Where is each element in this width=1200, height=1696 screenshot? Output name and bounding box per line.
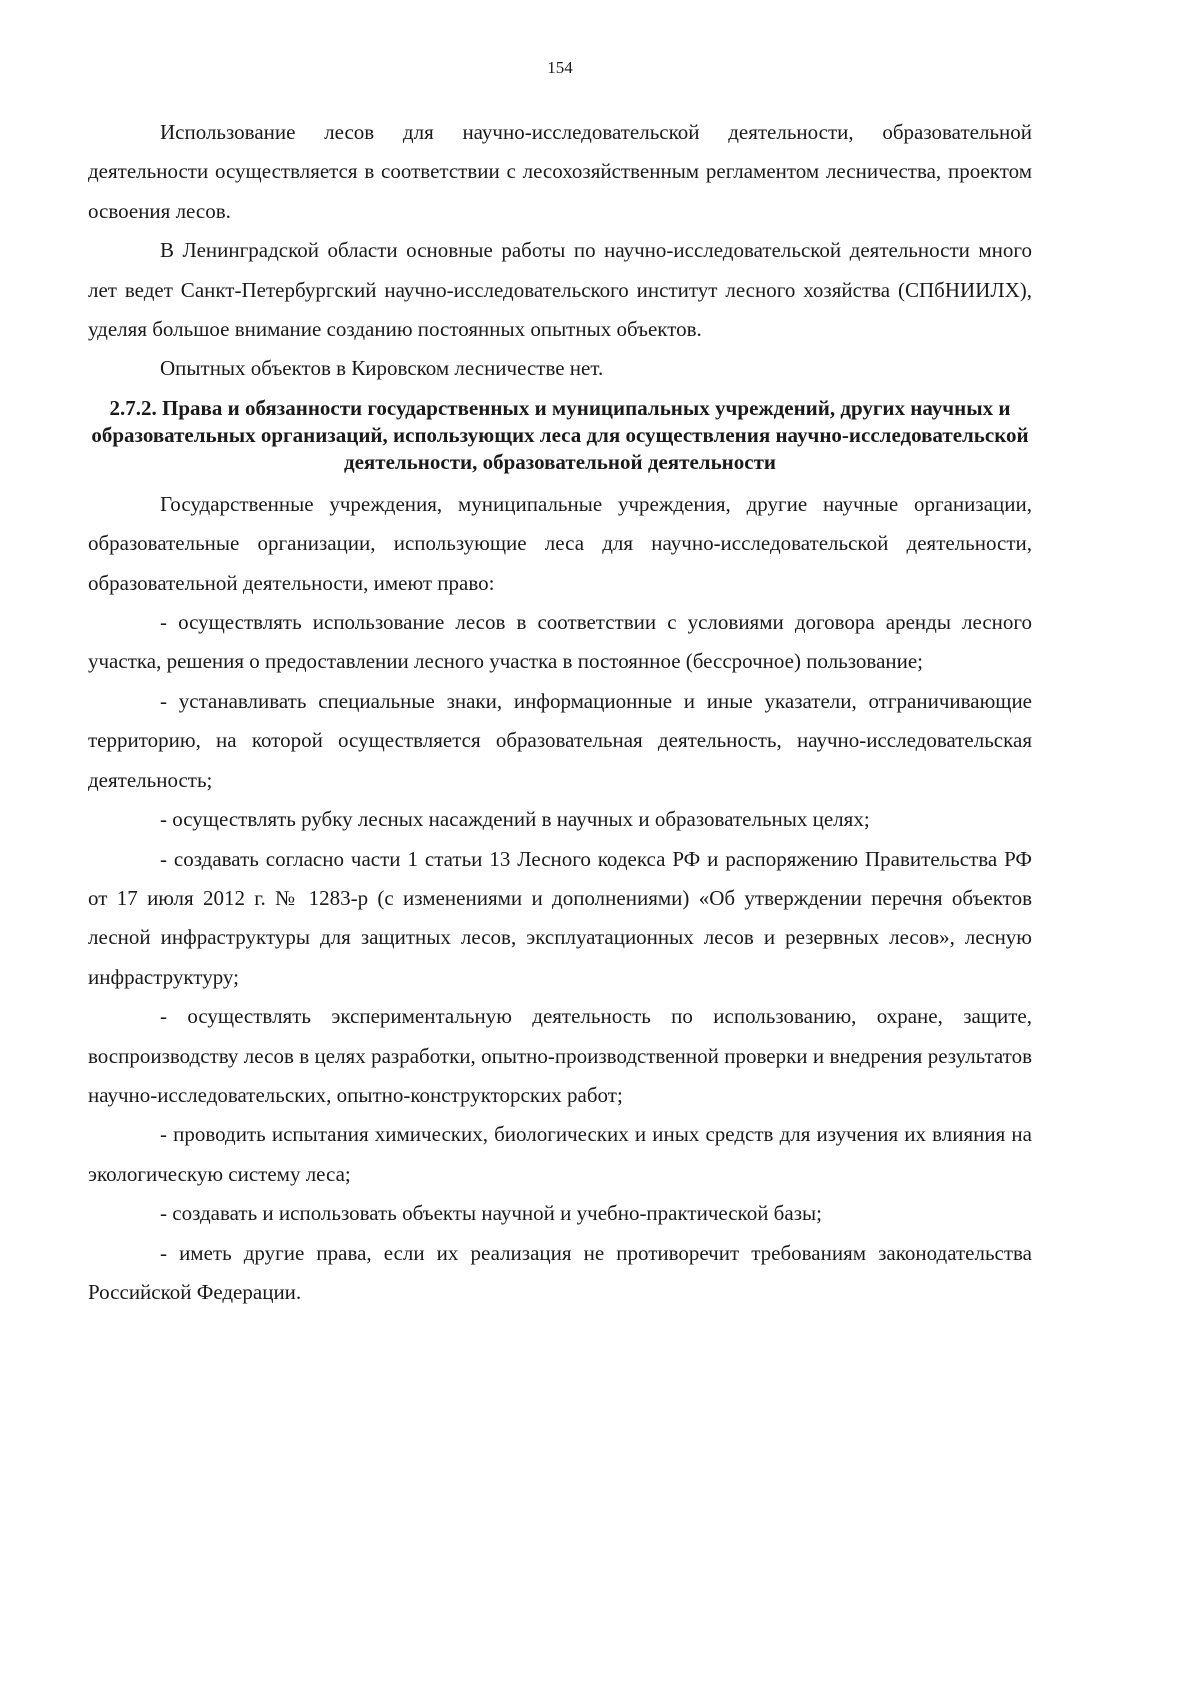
intro-paragraph: В Ленинградской области основные работы по научно-исследовательской деятельности много лет ведет Санкт-Петербургский научно-исследовательского институт лесного хозяйства (СПбНИИЛХ), уделяя большое внимание созданию постоянных опытных объектов. [88, 238, 1032, 342]
intro-paragraph: Использование лесов для научно-исследовательской деятельности, образовательной деятельности осуществляется в соответствии с лесохозяйственным регламентом лесничества, проектом освоения лесов. [88, 120, 1032, 223]
rights-list-item: - осуществлять использование лесов в соответствии с условиями договора аренды лесного участка, решения о предоставлении лесного участка в постоянное (бессрочное) пользование; [88, 610, 1032, 674]
rights-list-item: - устанавливать специальные знаки, информационные и иные указатели, отграничивающие территорию, на которой осуществляется образовательная деятельность, научно-исследовательская деятельность; [88, 688, 1032, 792]
section-heading: 2.7.2. Права и обязанности государственных и муниципальных учреждений, других научных и образовательных организаций, использующих леса для осуществления научно-исследовательской деятельности, образовательной деятельности [91, 395, 1029, 474]
rights-list-item: - создавать согласно части 1 статьи 13 Лесного кодекса РФ и распоряжению Правительства РФ от 17 июля 2012 г. № 1283-р (с изменениями и дополнениями) «Об утверждении перечня объектов лесной инфраструктуры для защитных лесов, эксплуатационных лесов и резервных лесов», лесную инфраструктуру; [88, 846, 1032, 989]
section-lead-paragraph: Государственные учреждения, муниципальные учреждения, другие научные организации, образовательные организации, использующие леса для научно-исследовательской деятельности, образовательной деятельности, имеют право: [88, 491, 1032, 595]
rights-list-item: - создавать и использовать объекты научной и учебно-практической базы; [160, 1201, 822, 1226]
rights-list-item: - осуществлять рубку лесных насаждений в научных и образовательных целях; [160, 807, 870, 832]
rights-list-item: - осуществлять экспериментальную деятельность по использованию, охране, защите, воспроизводству лесов в целях разработки, опытно-производственной проверки и внедрения результатов научно-исследовательских, опытно-конструкторских работ; [88, 1004, 1032, 1107]
rights-list-item: - иметь другие права, если их реализация не противоречит требованиям законодательства Российской Федерации. [88, 1240, 1032, 1304]
rights-list-item: - проводить испытания химических, биологических и иных средств для изучения их влияния на экологическую систему леса; [88, 1122, 1032, 1186]
page-content [88, 113, 1032, 1312]
page-number: 154 [547, 58, 573, 77]
intro-paragraph: Опытных объектов в Кировском лесничестве нет. [160, 356, 604, 381]
